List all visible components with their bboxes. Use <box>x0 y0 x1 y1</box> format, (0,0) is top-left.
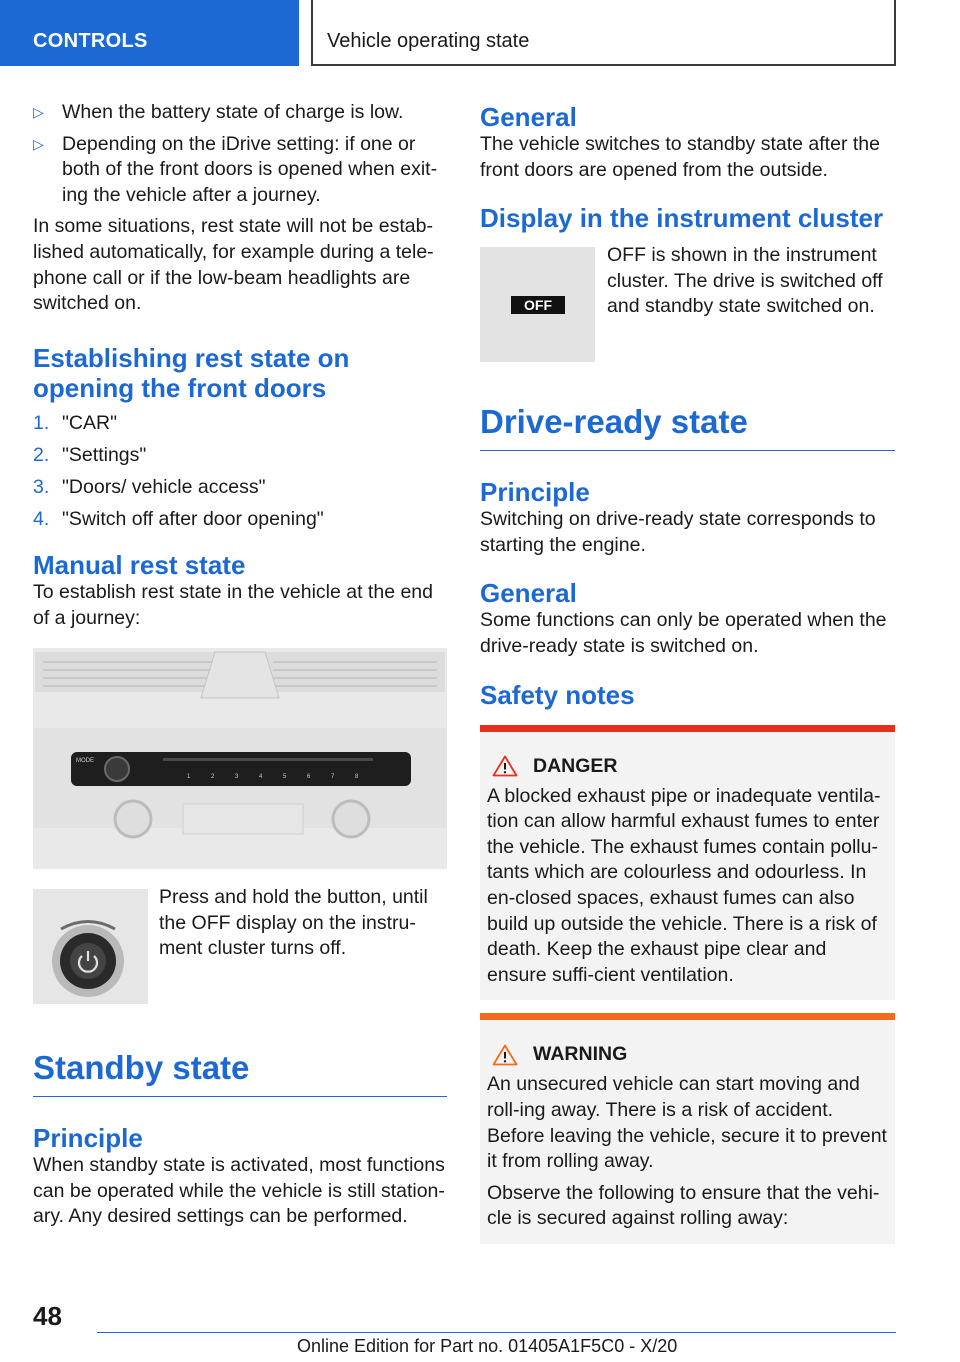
manual-rest-heading: Manual rest state <box>33 549 246 580</box>
rest-conditions-list <box>33 100 447 208</box>
svg-text:2: 2 <box>211 774 215 781</box>
rest-state-paragraph: In some situations, rest state will not be estab‐lished automatically, for example during a tele‐phone call or if the low-beam headlights are switched on. <box>33 215 434 315</box>
warning-title: WARNING <box>533 1043 628 1066</box>
warning-triangle-icon <box>492 1044 518 1066</box>
svg-text:6: 6 <box>307 774 311 781</box>
footer-rule <box>97 1332 896 1333</box>
general-paragraph-2: Some functions can only be operated when the drive-ready state is switched on. <box>480 609 887 657</box>
off-figure-row <box>480 244 895 362</box>
chapter-title-box <box>311 0 896 66</box>
mode-label: MODE <box>76 758 94 765</box>
danger-notice <box>480 725 895 1001</box>
principle-paragraph: When standby state is activated, most functions can be operated while the vehicle is still station‐ary. Any desired settings can be performed. <box>33 1154 445 1228</box>
general-paragraph: The vehicle switches to standby state after the front doors are opened from the outside. <box>480 133 880 181</box>
step-item: 2. "Settings" <box>33 443 147 466</box>
svg-text:5: 5 <box>283 774 287 781</box>
power-button-photo <box>33 889 148 1004</box>
danger-title: DANGER <box>533 754 618 777</box>
page-number: 48 <box>33 1301 62 1331</box>
warning-notice <box>480 1013 895 1244</box>
list-item: ▷ Depending on the iDrive setting: if one or both of the front doors is opened when exit‐ing the vehicle after a journey. <box>33 132 438 206</box>
warning-text: An unsecured vehicle can start moving and roll‐ing away. There is a risk of accident. Before leaving the vehicle, secure it to prevent it from rolling away. <box>487 1073 887 1173</box>
svg-text:3: 3 <box>235 774 239 781</box>
warning-triangle-icon <box>492 755 518 777</box>
power-button-illustration <box>33 889 148 1004</box>
svg-text:4: 4 <box>259 774 263 781</box>
display-paragraph: OFF is shown in the instrument cluster. The drive is switched off and standby state switched on. <box>607 244 883 318</box>
right-column <box>480 96 895 1244</box>
page-header <box>0 0 960 66</box>
display-heading: Display in the instrument cluster <box>480 203 884 234</box>
danger-title-row <box>487 755 888 778</box>
triangle-right-icon: ▷ <box>33 104 44 120</box>
console-photo <box>33 648 447 869</box>
list-item: ▷ When the battery state of charge is low. <box>33 100 447 126</box>
standby-heading: Standby state <box>33 1048 447 1097</box>
warning-text-2: Observe the following to ensure that the vehi‐cle is secured against rolling away: <box>487 1181 880 1230</box>
triangle-right-icon: ▷ <box>33 135 44 152</box>
left-column <box>33 96 447 1230</box>
principle-heading-2: Principle <box>480 477 590 508</box>
svg-text:8: 8 <box>355 774 359 781</box>
button-caption: Press and hold the button, until the OFF display on the instru‐ment cluster turns off. <box>159 886 428 960</box>
step-item: 4. "Switch off after door opening" <box>33 508 324 531</box>
establishing-rest-heading: Establishing rest state on opening the front doors <box>33 342 350 403</box>
off-indicator: OFF <box>511 296 565 314</box>
general-heading-2: General <box>480 578 577 609</box>
principle-heading: Principle <box>33 1123 143 1154</box>
safety-notes-heading: Safety notes <box>480 679 635 710</box>
step-item: 1. "CAR" <box>33 411 118 434</box>
principle-paragraph-2: Switching on drive-ready state corresponds to starting the engine. <box>480 508 876 556</box>
general-heading: General <box>480 102 577 132</box>
center-console-illustration <box>33 648 447 869</box>
off-display-photo <box>480 247 595 362</box>
edition-text: Online Edition for Part no. 01405A1F5C0 - X/20 <box>297 1336 678 1356</box>
manual-rest-paragraph: To establish rest state in the vehicle at the end of a journey: <box>33 580 433 629</box>
danger-text: A blocked exhaust pipe or inadequate ventila‐tion can allow harmful exhaust fumes to enter the vehicle. The exhaust fumes contain pollu‐tants which are colourless and odourless. In en‐closed spaces, exhaust fumes can also build up outside the vehicle. There is a risk of death. Keep the exhaust pipe clear and ensure suffi‐cient ventilation. <box>487 784 881 986</box>
steps-list <box>33 411 447 533</box>
svg-text:1: 1 <box>187 774 191 781</box>
section-label: CONTROLS <box>33 30 148 52</box>
button-figure-row <box>33 886 447 1004</box>
drive-ready-heading: Drive-ready state <box>480 402 895 451</box>
warning-title-row <box>487 1043 888 1066</box>
chapter-title: Vehicle operating state <box>327 30 530 52</box>
step-item: 3. "Doors/ vehicle access" <box>33 476 266 499</box>
svg-text:7: 7 <box>331 774 335 781</box>
section-tab <box>0 0 299 66</box>
